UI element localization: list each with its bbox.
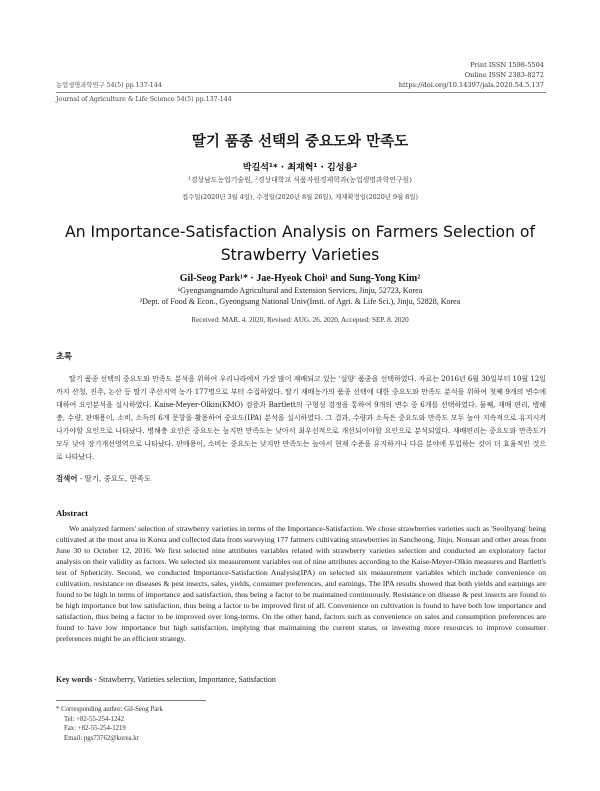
correspondence-block (56, 705, 163, 743)
affiliation-english-2: ²Dept. of Food & Econ., Gyeongsang National Univ(Insti. of Agri. & Life Sci.), Jinju, 52828, Korea (139, 297, 461, 306)
authors-korean: 박길석¹* · 최재혁¹ · 김성용² (242, 163, 358, 173)
abstract-ko-heading: 초록 (56, 351, 73, 361)
title-korean: 딸기 품종 선택의 중요도와 만족도 (191, 134, 409, 150)
dates-english: Received: MAR. 4. 2020, Revised: AUG. 26. 2020, Accepted: SEP. 8. 2020 (191, 316, 409, 324)
author-email[interactable]: Email: pgs73762@korea.kr (64, 734, 139, 742)
dates-korean: 접수일(2020년 3월 4일), 수정일(2020년 8월 26일), 게재확정일(2020년 9월 8일) (182, 193, 418, 201)
affiliation-english (0, 285, 600, 307)
header-divider (56, 92, 546, 93)
author-fax: Fax: +82-55-254-1219 (64, 725, 126, 733)
online-issn: Online ISSN 2383-8272 (464, 71, 544, 79)
keywords-ko-label: 검색어 (56, 474, 78, 483)
keywords-korean (56, 473, 151, 484)
abstract-english: We analyzed farmers' selection of strawberry varieties in terms of the Importance-Satisfaction. We chose strawberries varieties such as 'Seolhyang' being cultivated at the most area in Korea and collected data from surveying 177 farmers cultivating strawberries in Sancheong, Jinju, Nonsan and other areas from June 30 to October 12, 2016. We first selected nine attributes variables related with strawberry varieties selection and conducted an exploratory factor analysis on their validity as factors. We selected six measurement variables out of nine attributes according to the Kaise-Meyer-Olkin measures and Bartlett's test of Sphericity. Second, we conducted Importance-Satisfaction Analysis(IPA) on selected six measurement variables which include convenience on cultivation, resistance on diseases & pest insects, sales, yields, consumer preferences, and earnings. The IPA results showed that both yields and earnings are found to be high in terms of importance and satisfaction, thus being a factor to be maintained continuously. Resistance on disease & pest insects are found to be high importance but low satisfaction, thus being a factor to be improved first of all. Convenience on cultivation is found to have both low importance and satisfaction, thus being a factor to be improved over long-terms. On the other hand, factors such as convenience on sales and consumption preferences are found to have low importance but high satisfaction, implying that maintaining the current status, or investing more resources to improve consumer preferences might be an efficient strategy. (56, 524, 546, 643)
affiliation-korean: ¹경상남도농업기술원, ²경상대학교 식품자원경제학과(농업생명과학연구원) (188, 176, 412, 184)
print-issn: Print ISSN 1598-5504 (470, 61, 544, 69)
title-english: An Importance-Satisfaction Analysis on Farmers Selection of Strawberry Varieties (65, 223, 535, 264)
authors-english: Gil-Seog Park¹* · Jae-Hyeok Choi¹ and Sung-Yong Kim² (179, 273, 421, 284)
footnote-divider (56, 700, 206, 701)
affiliation-english-1: ¹Gyengsangnamdo Agricultural and Extension Services, Jinju, 52723, Korea (177, 286, 423, 295)
keywords-en-list: - Strawberry, Varieties selection, Importance, Satisfaction (92, 675, 276, 684)
abstract-en-heading: Abstract (56, 508, 88, 518)
keywords-ko-list: - 딸기, 중요도, 만족도 (77, 474, 152, 483)
keywords-english (56, 675, 276, 684)
abstract-korean: 딸기 품종 선택의 중요도와 만족도 분석을 위하여 우리나라에서 가장 많이 재배되고 있는 '설향' 품종을 선택하였다. 자료는 2016년 6월 30일부터 10월 12일까지 산청, 진주, 논산 등 딸기 주산지역 농가 177명으로 부터 수집하였다. 딸기 재배농가의 품종 선택에 대한 중요도와 만족도 분석을 위하여 첫째 9개의 변수에 대하여 요인분석을 실시하였다. Kaise-Meyer-Olkin(KMO) 검증과 Bartlett의 구형성 검정을 통하여 9개의 변수 중 6개를 선택하였다. 둘째, 재배 편리, 병해충, 수량, 판매용이, 소비, 소득의 6개 문항을 활용하여 중요도(IPA) 분석을 실시하였다. 그 결과, 수량과 소득은 중요도와 만족도 모두 높아 지속적으로 유지시켜 나가야할 요인으로 나타났다. 병해충 요인은 중요도는 높지만 만족도는 낮아서 최우선적으로 개선되어야할 요인으로 분석되었다. 재배편리는 중요도와 만족도가 모두 낮아 장기개선영역으로 나타났다. 판매용이, 소비는 중요도는 낮지만 만족도는 높아서 현재 수준을 유지하거나 다른 분야에 투입하는 것이 더 효율적인 것으로 나타났다. (56, 374, 546, 461)
author-tel: Tel: +82-55-254-1242 (64, 715, 125, 723)
doi-link[interactable]: https://doi.org/10.14397/jals.2020.54.5.137 (398, 81, 544, 89)
corresponding-author: * Corresponding author: Gil-Seog Park (56, 706, 163, 713)
journal-citation-en: Journal of Agriculture & Life Science 54(5) pp.137-144 (56, 96, 232, 103)
journal-citation-ko: 농업생명과학연구 54(5) pp.137-144 (56, 82, 162, 89)
keywords-en-label: Key words (56, 675, 93, 684)
